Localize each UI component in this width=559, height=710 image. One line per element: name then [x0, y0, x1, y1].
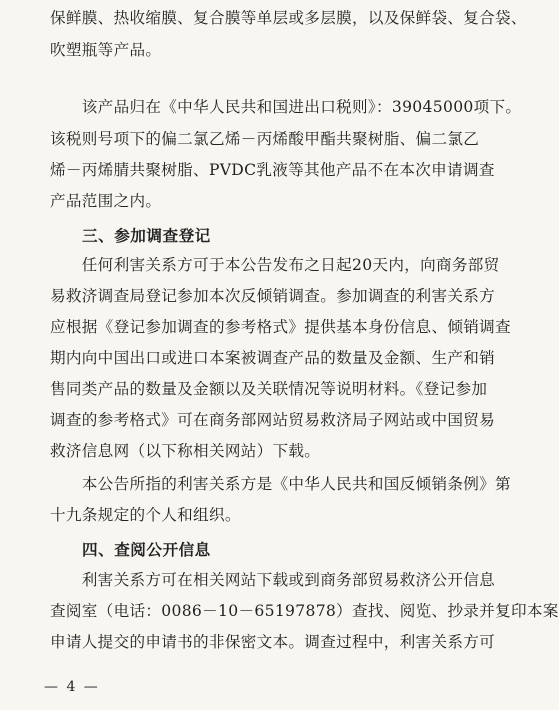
section-heading-3: 三、参加调查登记	[82, 227, 211, 245]
body-line-9: 应根据《登记参加调查的参考格式》提供基本身份信息、倾销调查	[50, 318, 511, 336]
body-line-13: 救济信息网（以下称相关网站）下载。	[50, 442, 321, 460]
body-line-12: 调查的参考格式》可在商务部网站贸易救济局子网站或中国贸易	[50, 411, 496, 429]
body-line-4: 该税则号项下的偏二氯乙烯－丙烯酸甲酯共聚树脂、偏二氯乙	[50, 130, 480, 148]
section-heading-4: 四、查阅公开信息	[82, 541, 211, 559]
body-line-7: 任何利害关系方可于本公告发布之日起20天内，向商务部贸	[50, 256, 500, 274]
body-line-15: 十九条规定的个人和组织。	[50, 506, 241, 524]
body-line-10: 期内向中国出口或进口本案被调查产品的数量及金额、生产和销	[50, 349, 496, 367]
body-line-3: 该产品归在《中华人民共和国进出口税则》：39045000项下。	[50, 98, 522, 116]
body-line-6: 产品范围之内。	[50, 192, 162, 210]
body-line-18: 申请人提交的申请书的非保密文本。调查过程中，利害关系方可	[50, 633, 496, 651]
page-number: — 4 —	[44, 679, 100, 695]
body-line-1: 保鲜膜、热收缩膜、复合膜等单层或多层膜，以及保鲜袋、复合袋、	[50, 9, 527, 27]
body-line-5: 烯－丙烯腈共聚树脂、PVDC乳液等其他产品不在本次申请调查	[50, 161, 495, 179]
body-line-17: 查阅室（电话：0086－10－65197878）查找、阅览、抄录并复印本案	[50, 602, 559, 620]
body-line-14: 本公告所指的利害关系方是《中华人民共和国反倾销条例》第	[50, 475, 511, 493]
body-line-11: 售同类产品的数量及金额以及关联情况等说明材料。《登记参加	[50, 380, 488, 398]
body-line-16: 利害关系方可在相关网站下载或到商务部贸易救济公开信息	[50, 571, 496, 589]
body-line-8: 易救济调查局登记参加本次反倾销调查。参加调查的利害关系方	[50, 287, 496, 305]
body-line-2: 吹塑瓶等产品。	[50, 41, 162, 59]
